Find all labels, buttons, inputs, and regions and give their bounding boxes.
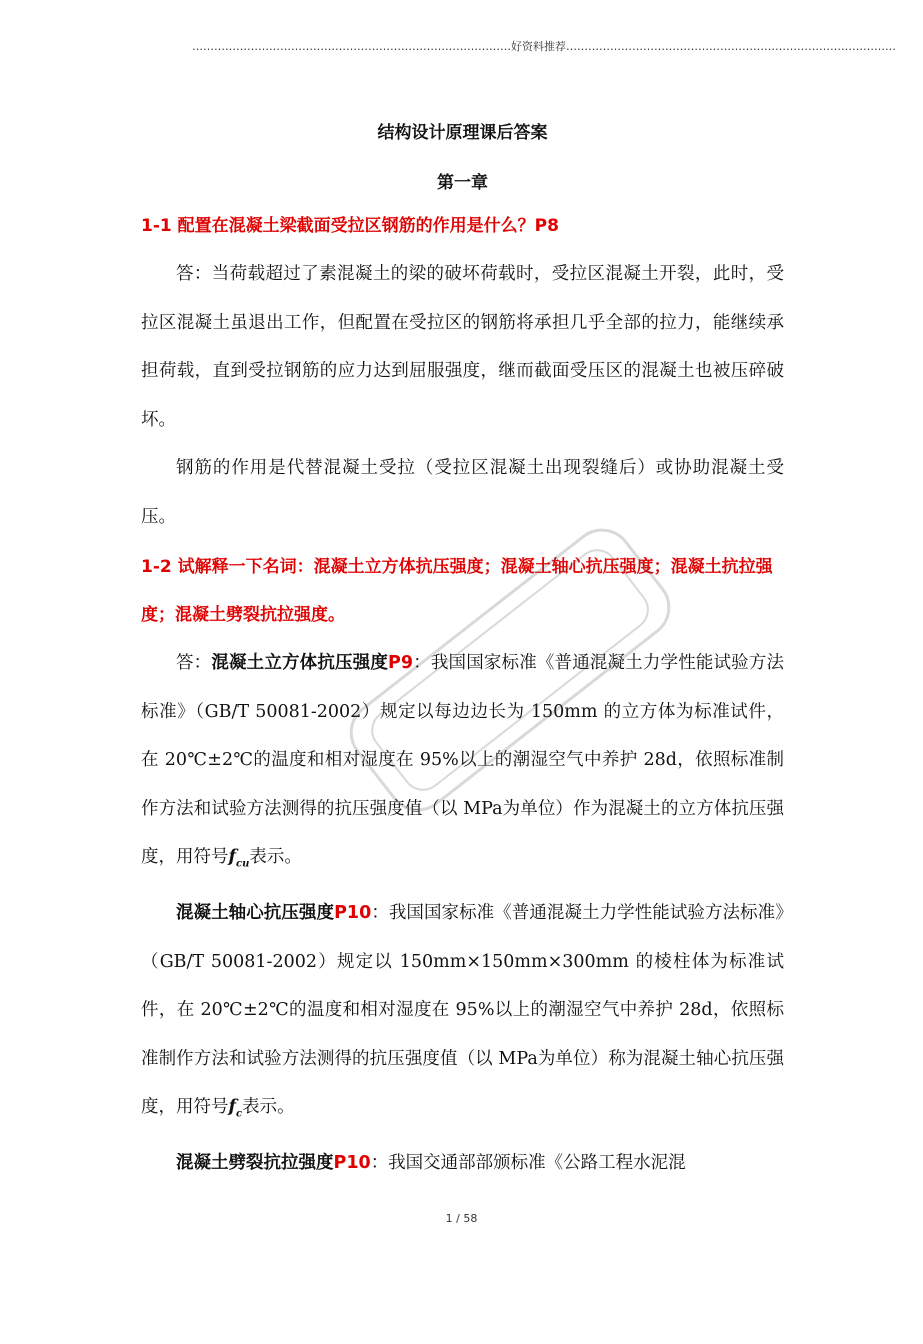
answer-prefix: 答： [176,653,212,673]
term-axial-strength: 混凝土轴心抗压强度 [176,903,335,923]
document-title: 结构设计原理课后答案 [377,123,548,143]
chapter-heading: 第一章 [437,173,488,193]
page-ref: P9 [388,653,414,673]
definition-text: ：我国国家标准《普通混凝土力学性能试验方法标准》（GB/T 50081-2002）规定以每边边长为 150mm 的立方体为标准试件，在 20℃±2℃的温度和相对湿度在 95%以上的潮湿空气中养护 28d，依照标准制作方法和试验方法测得的抗压强度值（以 MPa为单位）作为混凝土的立方体抗压强度，用符号 [141,653,785,867]
question-1-1: 1-1 配置在混凝土梁截面受拉区钢筋的作用是什么？P8 [141,216,559,236]
term-splitting-strength: 混凝土劈裂抗拉强度 [176,1153,334,1173]
term-cube-strength: 混凝土立方体抗压强度 [211,653,389,673]
answer-1-2-axial-strength [141,889,784,1139]
definition-text: ：我国交通部部颁标准《公路工程水泥混 [370,1153,686,1173]
document-body [141,114,784,1188]
page-number: 1 / 58 [445,1212,478,1225]
symbol-fc: $f_c$ [228,1097,243,1120]
page-ref: P10 [333,1153,371,1173]
definition-end: 表示。 [242,1097,295,1117]
question-1-2: 1-2 试解释一下名词：混凝土立方体抗压强度；混凝土轴心抗压强度；混凝土抗拉强度；混凝土劈裂抗拉强度。 [141,557,773,625]
definition-text: ：我国国家标准《普通混凝土力学性能试验方法标准》（GB/T 50081-2002）规定以 150mm×150mm×300mm 的棱柱体为标准试件，在 20℃±2℃的温度和相对湿度在 95%以上的潮湿空气中养护 28d，依照标准制作方法和试验方法测得的抗压强度值（以 MPa为单位）称为混凝土轴心抗压强度，用符号 [141,903,784,1117]
symbol-fcu: $f_{cu}$ [228,847,250,870]
answer-1-2-splitting-strength [141,1139,784,1188]
answer-1-1-paragraph-1: 答：当荷载超过了素混凝土的梁的破坏荷载时，受拉区混凝土开裂，此时，受拉区混凝土虽退出工作，但配置在受拉区的钢筋将承担几乎全部的拉力，能继续承担荷载，直到受拉钢筋的应力达到屈服强度，继而截面受压区的混凝土也被压碎破坏。 [141,264,784,430]
page-header: ……………………………………………………………………………好资料推荐……………………………………………………………………………… [192,40,896,53]
answer-1-1-paragraph-2: 钢筋的作用是代替混凝土受拉（受拉区混凝土出现裂缝后）或协助混凝土受压。 [141,458,784,527]
definition-end: 表示。 [249,847,302,867]
page-ref: P10 [334,903,372,923]
answer-1-2-cube-strength [141,639,784,889]
